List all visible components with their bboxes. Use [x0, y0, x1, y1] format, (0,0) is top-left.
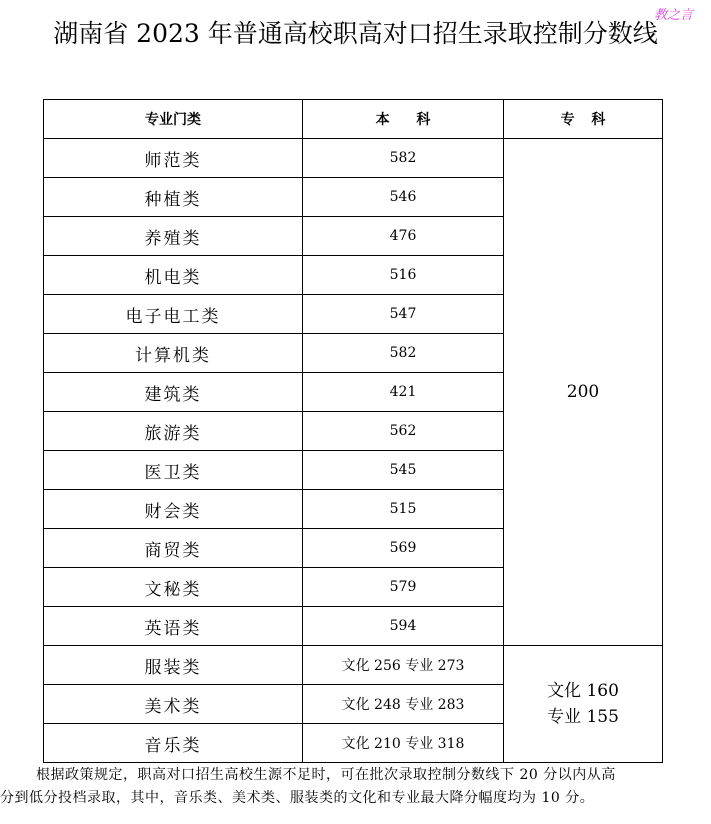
major-cell: 养殖类 [44, 217, 303, 256]
header-benke: 本 科 [303, 100, 504, 139]
watermark-logo: 教之言 [654, 8, 694, 23]
major-cell: 计算机类 [44, 334, 303, 373]
zhuanke-major-score: 专业 155 [547, 707, 619, 727]
benke-cell: 582 [303, 334, 504, 373]
zhuanke-culture-score: 文化 160 [547, 681, 619, 701]
policy-note-line-2: 分到低分投档录取，其中，音乐类、美术类、服装类的文化和专业最大降分幅度均为 10 分。 [0, 790, 595, 806]
table-row [44, 139, 663, 178]
benke-cell: 569 [303, 529, 504, 568]
major-cell: 电子电工类 [44, 295, 303, 334]
table-header-row [44, 100, 663, 139]
header-major: 专业门类 [44, 100, 303, 139]
benke-cell: 594 [303, 607, 504, 646]
table-row-special [44, 646, 663, 685]
page-title: 湖南省 2023 年普通高校职高对口招生录取控制分数线 [53, 19, 658, 48]
policy-note [0, 764, 711, 810]
score-table [43, 99, 663, 763]
benke-cell: 文化 248 专业 283 [303, 685, 504, 724]
benke-cell: 546 [303, 178, 504, 217]
policy-note-line-1: 根据政策规定，职高对口招生高校生源不足时，可在批次录取控制分数线下 20 分以内从高 [36, 767, 616, 783]
benke-cell: 文化 256 专业 273 [303, 646, 504, 685]
major-cell: 文秘类 [44, 568, 303, 607]
major-cell: 英语类 [44, 607, 303, 646]
major-cell: 机电类 [44, 256, 303, 295]
benke-cell: 547 [303, 295, 504, 334]
major-cell: 音乐类 [44, 724, 303, 763]
benke-cell: 515 [303, 490, 504, 529]
benke-cell: 文化 210 专业 318 [303, 724, 504, 763]
benke-cell: 545 [303, 451, 504, 490]
zhuanke-cell-group2 [504, 646, 663, 763]
header-zhuanke: 专 科 [504, 100, 663, 139]
major-cell: 旅游类 [44, 412, 303, 451]
major-cell: 医卫类 [44, 451, 303, 490]
benke-cell: 476 [303, 217, 504, 256]
major-cell: 师范类 [44, 139, 303, 178]
major-cell: 美术类 [44, 685, 303, 724]
major-cell: 财会类 [44, 490, 303, 529]
major-cell: 服装类 [44, 646, 303, 685]
benke-cell: 421 [303, 373, 504, 412]
zhuanke-cell-group1: 200 [504, 139, 663, 646]
major-cell: 商贸类 [44, 529, 303, 568]
major-cell: 种植类 [44, 178, 303, 217]
benke-cell: 582 [303, 139, 504, 178]
benke-cell: 579 [303, 568, 504, 607]
benke-cell: 562 [303, 412, 504, 451]
major-cell: 建筑类 [44, 373, 303, 412]
benke-cell: 516 [303, 256, 504, 295]
